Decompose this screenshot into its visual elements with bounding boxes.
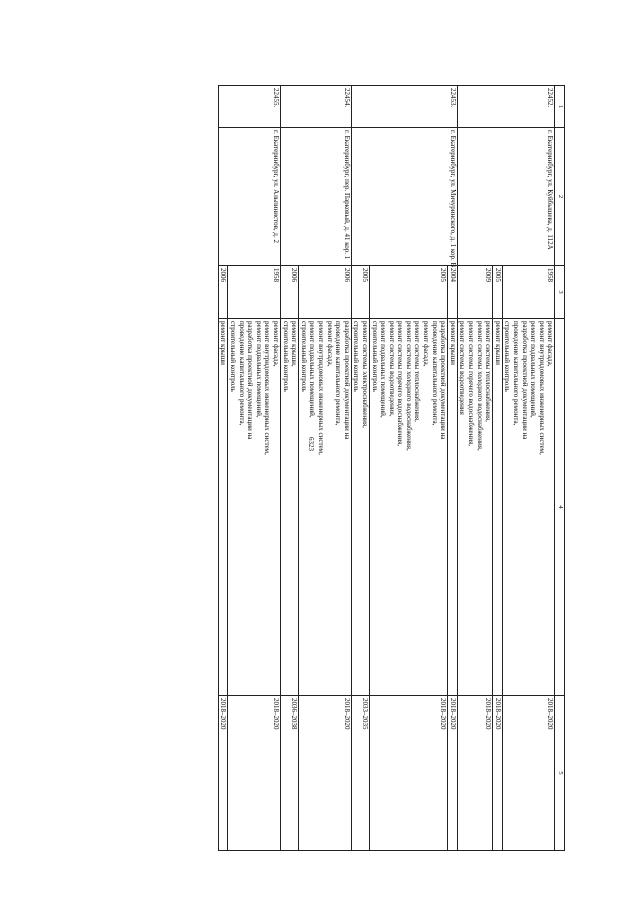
work-item: строительный контроль	[503, 321, 512, 392]
work-item: строительный контроль	[229, 321, 238, 392]
work-item: разработка проектной документации на	[439, 321, 448, 440]
table-row	[448, 86, 458, 851]
work-item: ремонт подвальных помещений,	[529, 321, 538, 418]
work-item: ремонт крыши	[448, 321, 457, 365]
work-item: ремонт системы холодного водоснабжения,	[475, 321, 484, 451]
work-item: ремонт внутридомовых инженерных систем,	[263, 321, 272, 455]
period-cell: 2018–2020	[218, 696, 228, 851]
record-number-cell: 22455.	[218, 86, 280, 128]
work-item: разработка проектной документации на	[342, 321, 351, 440]
period-cell: 2018–2020	[228, 696, 281, 851]
address-cell: г. Екатеринбург, пер. Парковый, д. 41 кор. 1	[281, 128, 352, 266]
work-item: ремонт фасада,	[272, 321, 280, 367]
works-cell	[281, 319, 299, 696]
header-col-1: 1	[555, 86, 565, 128]
header-col-3: 3	[555, 266, 565, 319]
work-item: ремонт подвальных помещений,	[379, 321, 388, 418]
year-cell: 1958	[502, 266, 555, 319]
address-cell: г. Екатеринбург, ул. Мичуринского, д. 1 кор. В	[351, 128, 457, 266]
works-cell	[228, 319, 281, 696]
work-item: разработка проектной документации на	[520, 321, 529, 440]
work-item: проведение капитального ремонта,	[334, 321, 343, 426]
record-number-cell: 22454.	[281, 86, 352, 128]
year-cell: 2009	[457, 266, 492, 319]
capital-repair-table	[218, 85, 565, 851]
year-cell: 2005	[351, 266, 369, 319]
work-item: строительный контроль	[352, 321, 361, 392]
rotated-table-container	[85, 85, 565, 850]
period-cell: 2018–2020	[448, 696, 458, 851]
record-number-cell: 22453.	[351, 86, 457, 128]
work-item: ремонт фасада,	[325, 321, 334, 367]
work-item: ремонт подвальных помещений,	[254, 321, 263, 418]
period-cell: 2033–2035	[351, 696, 369, 851]
year-cell: 2005	[369, 266, 447, 319]
year-cell: 1958	[228, 266, 281, 319]
period-cell: 2018–2020	[502, 696, 555, 851]
works-cell	[502, 319, 555, 696]
work-item: ремонт фасада,	[422, 321, 431, 367]
works-cell	[218, 319, 228, 696]
work-item: ремонт системы горячего водоснабжения,	[396, 321, 405, 447]
work-item: ремонт внутридомовых инженерных систем,	[537, 321, 546, 455]
work-item: ремонт внутридомовых инженерных систем,	[316, 321, 325, 455]
year-cell: 2006	[218, 266, 228, 319]
works-cell	[351, 319, 369, 696]
page-number: 6323	[307, 437, 315, 451]
period-cell: 2018–2020	[457, 696, 492, 851]
works-cell	[457, 319, 492, 696]
period-cell: 2018–2020	[299, 696, 352, 851]
work-item: ремонт системы теплоснабжения,	[413, 321, 422, 422]
works-cell	[369, 319, 447, 696]
work-item: ремонт системы водоотведения	[458, 321, 467, 415]
work-item: ремонт системы электроснабжения,	[360, 321, 369, 428]
work-item: ремонт подвальных помещений,	[308, 321, 317, 418]
table-row	[502, 86, 555, 851]
record-number-cell: 22452.	[457, 86, 555, 128]
header-col-4: 4	[555, 319, 565, 696]
period-cell: 2036–2038	[281, 696, 299, 851]
work-item: разработка проектной документации на	[246, 321, 255, 440]
work-item: ремонт крыши	[219, 321, 228, 365]
address-cell: г. Екатеринбург, ул. Альпинистов, д. 2	[218, 128, 280, 266]
address-cell: г. Екатеринбург, ул. Куйбышева, д. 112А	[457, 128, 555, 266]
year-cell: 2006	[299, 266, 352, 319]
table-row	[299, 86, 352, 851]
works-cell	[493, 319, 503, 696]
work-item: ремонт системы теплоснабжения,	[484, 321, 493, 422]
table-row	[228, 86, 281, 851]
header-col-2: 2	[555, 128, 565, 266]
work-item: ремонт системы горячего водоснабжения,	[467, 321, 476, 447]
period-cell: 2018–2020	[493, 696, 503, 851]
works-cell	[448, 319, 458, 696]
table-body	[218, 86, 564, 851]
work-item: строительный контроль	[299, 321, 308, 392]
work-item: проведение капитального ремонта,	[512, 321, 521, 426]
work-item: ремонт системы водоотведения,	[387, 321, 396, 417]
header-col-5: 5	[555, 696, 565, 851]
work-item: ремонт системы холодного водоснабжения,	[404, 321, 413, 451]
header-row	[555, 86, 565, 851]
work-item: проведение капитального ремонта,	[430, 321, 439, 426]
work-item: ремонт крыши,	[290, 321, 299, 367]
works-cell	[299, 319, 352, 696]
year-cell: 2004	[448, 266, 458, 319]
work-item: строительный контроль	[370, 321, 379, 392]
work-item: ремонт крыши	[493, 321, 502, 365]
work-item: проведение капитального ремонта,	[237, 321, 246, 426]
work-item: ремонт фасада,	[546, 321, 555, 367]
year-cell: 2006	[281, 266, 299, 319]
year-cell: 2005	[493, 266, 503, 319]
period-cell: 2018–2020	[369, 696, 447, 851]
work-item: строительный контроль	[281, 321, 290, 392]
